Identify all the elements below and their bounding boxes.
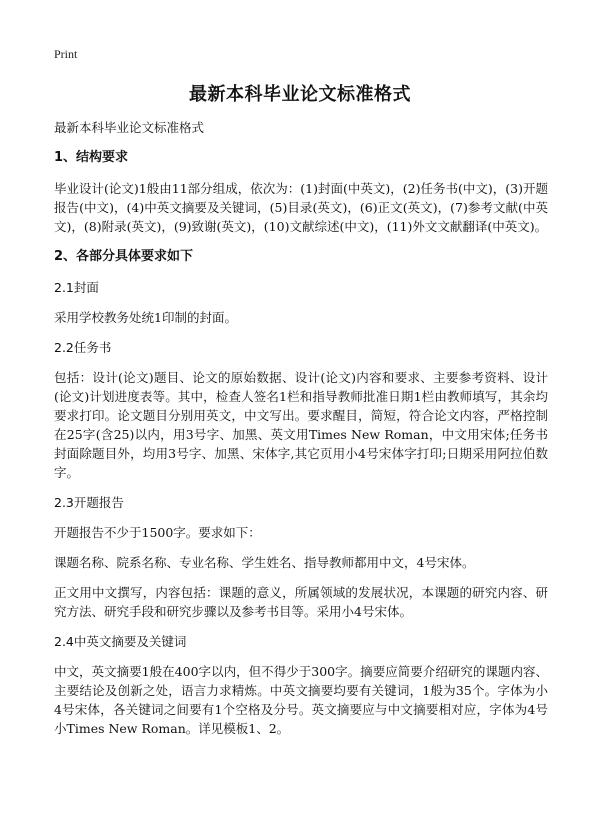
subtitle: 最新本科毕业论文标准格式 [54,120,205,135]
section-2-3-p3: 正文用中文撰写，内容包括：课题的意义，所属领域的发展状况，本课题的研究内容、研究方法、研究手段和研究步骤以及参考书目等。采用小4号宋体。 [54,585,548,619]
section-2-3-p1: 开题报告不少于1500字。要求如下： [54,525,261,540]
section-2-1-heading: 2.1封面 [54,280,99,295]
section-2-2-text: 包括：设计(论文)题目、论文的原始数据、设计(论文)内容和要求、主要参考资料、设计(论文)计划进度表等。其中，检查人签名1栏和指导教师批准日期1栏由教师填写，其余均要求打印。论文题目分别用英文，中文写出。要求醒目，简短，符合论文内容，严格控制在25字(含25)以内，用3号字、加黑、英文用Times New Roman，中文用宋体;任务书封面除题目外，均用3号字、加黑、宋体字,其它页用小4号宋体字打印;日期采用阿拉伯数字。 [54,370,548,480]
section-2-heading: 2、各部分具体要求如下 [54,249,194,264]
section-1-heading: 1、结构要求 [54,150,129,165]
print-label[interactable]: Print [54,47,78,61]
section-2-4-text: 中文，英文摘要1般在400字以内，但不得少于300字。摘要应简要介绍研究的课题内容、主要结论及创新之处，语言力求精炼。中英文摘要均要有关键词，1般为35个。字体为小4号宋体，各关键词之间要有1个空格及分号。英文摘要应与中文摘要相对应，字体为4号小Times New Roman。详见模板1、2。 [54,664,548,736]
document-body [54,118,548,749]
section-2-3-heading: 2.3开题报告 [54,495,124,510]
section-2-4-heading: 2.4中英文摘要及关键词 [54,634,187,649]
section-2-1-text: 采用学校教务处统1印制的封面。 [54,310,237,325]
section-2-3-p2: 课题名称、院系名称、专业名称、学生姓名、指导教师都用中文，4号宋体。 [54,555,475,570]
section-2-2-heading: 2.2任务书 [54,340,112,355]
section-1-text: 毕业设计(论文)1般由11部分组成，依次为：(1)封面(中英文)，(2)任务书(中文)，(3)开题报告(中文)，(4)中英文摘要及关键词，(5)目录(英文)，(6)正文(英文)，(7)参考文献(中英文)，(8)附录(英文)，(9)致谢(英文)，(10)文献综述(中文)，(11)外文文献翻译(中英文)。 [54,181,548,234]
page-title: 最新本科毕业论文标准格式 [189,84,411,105]
